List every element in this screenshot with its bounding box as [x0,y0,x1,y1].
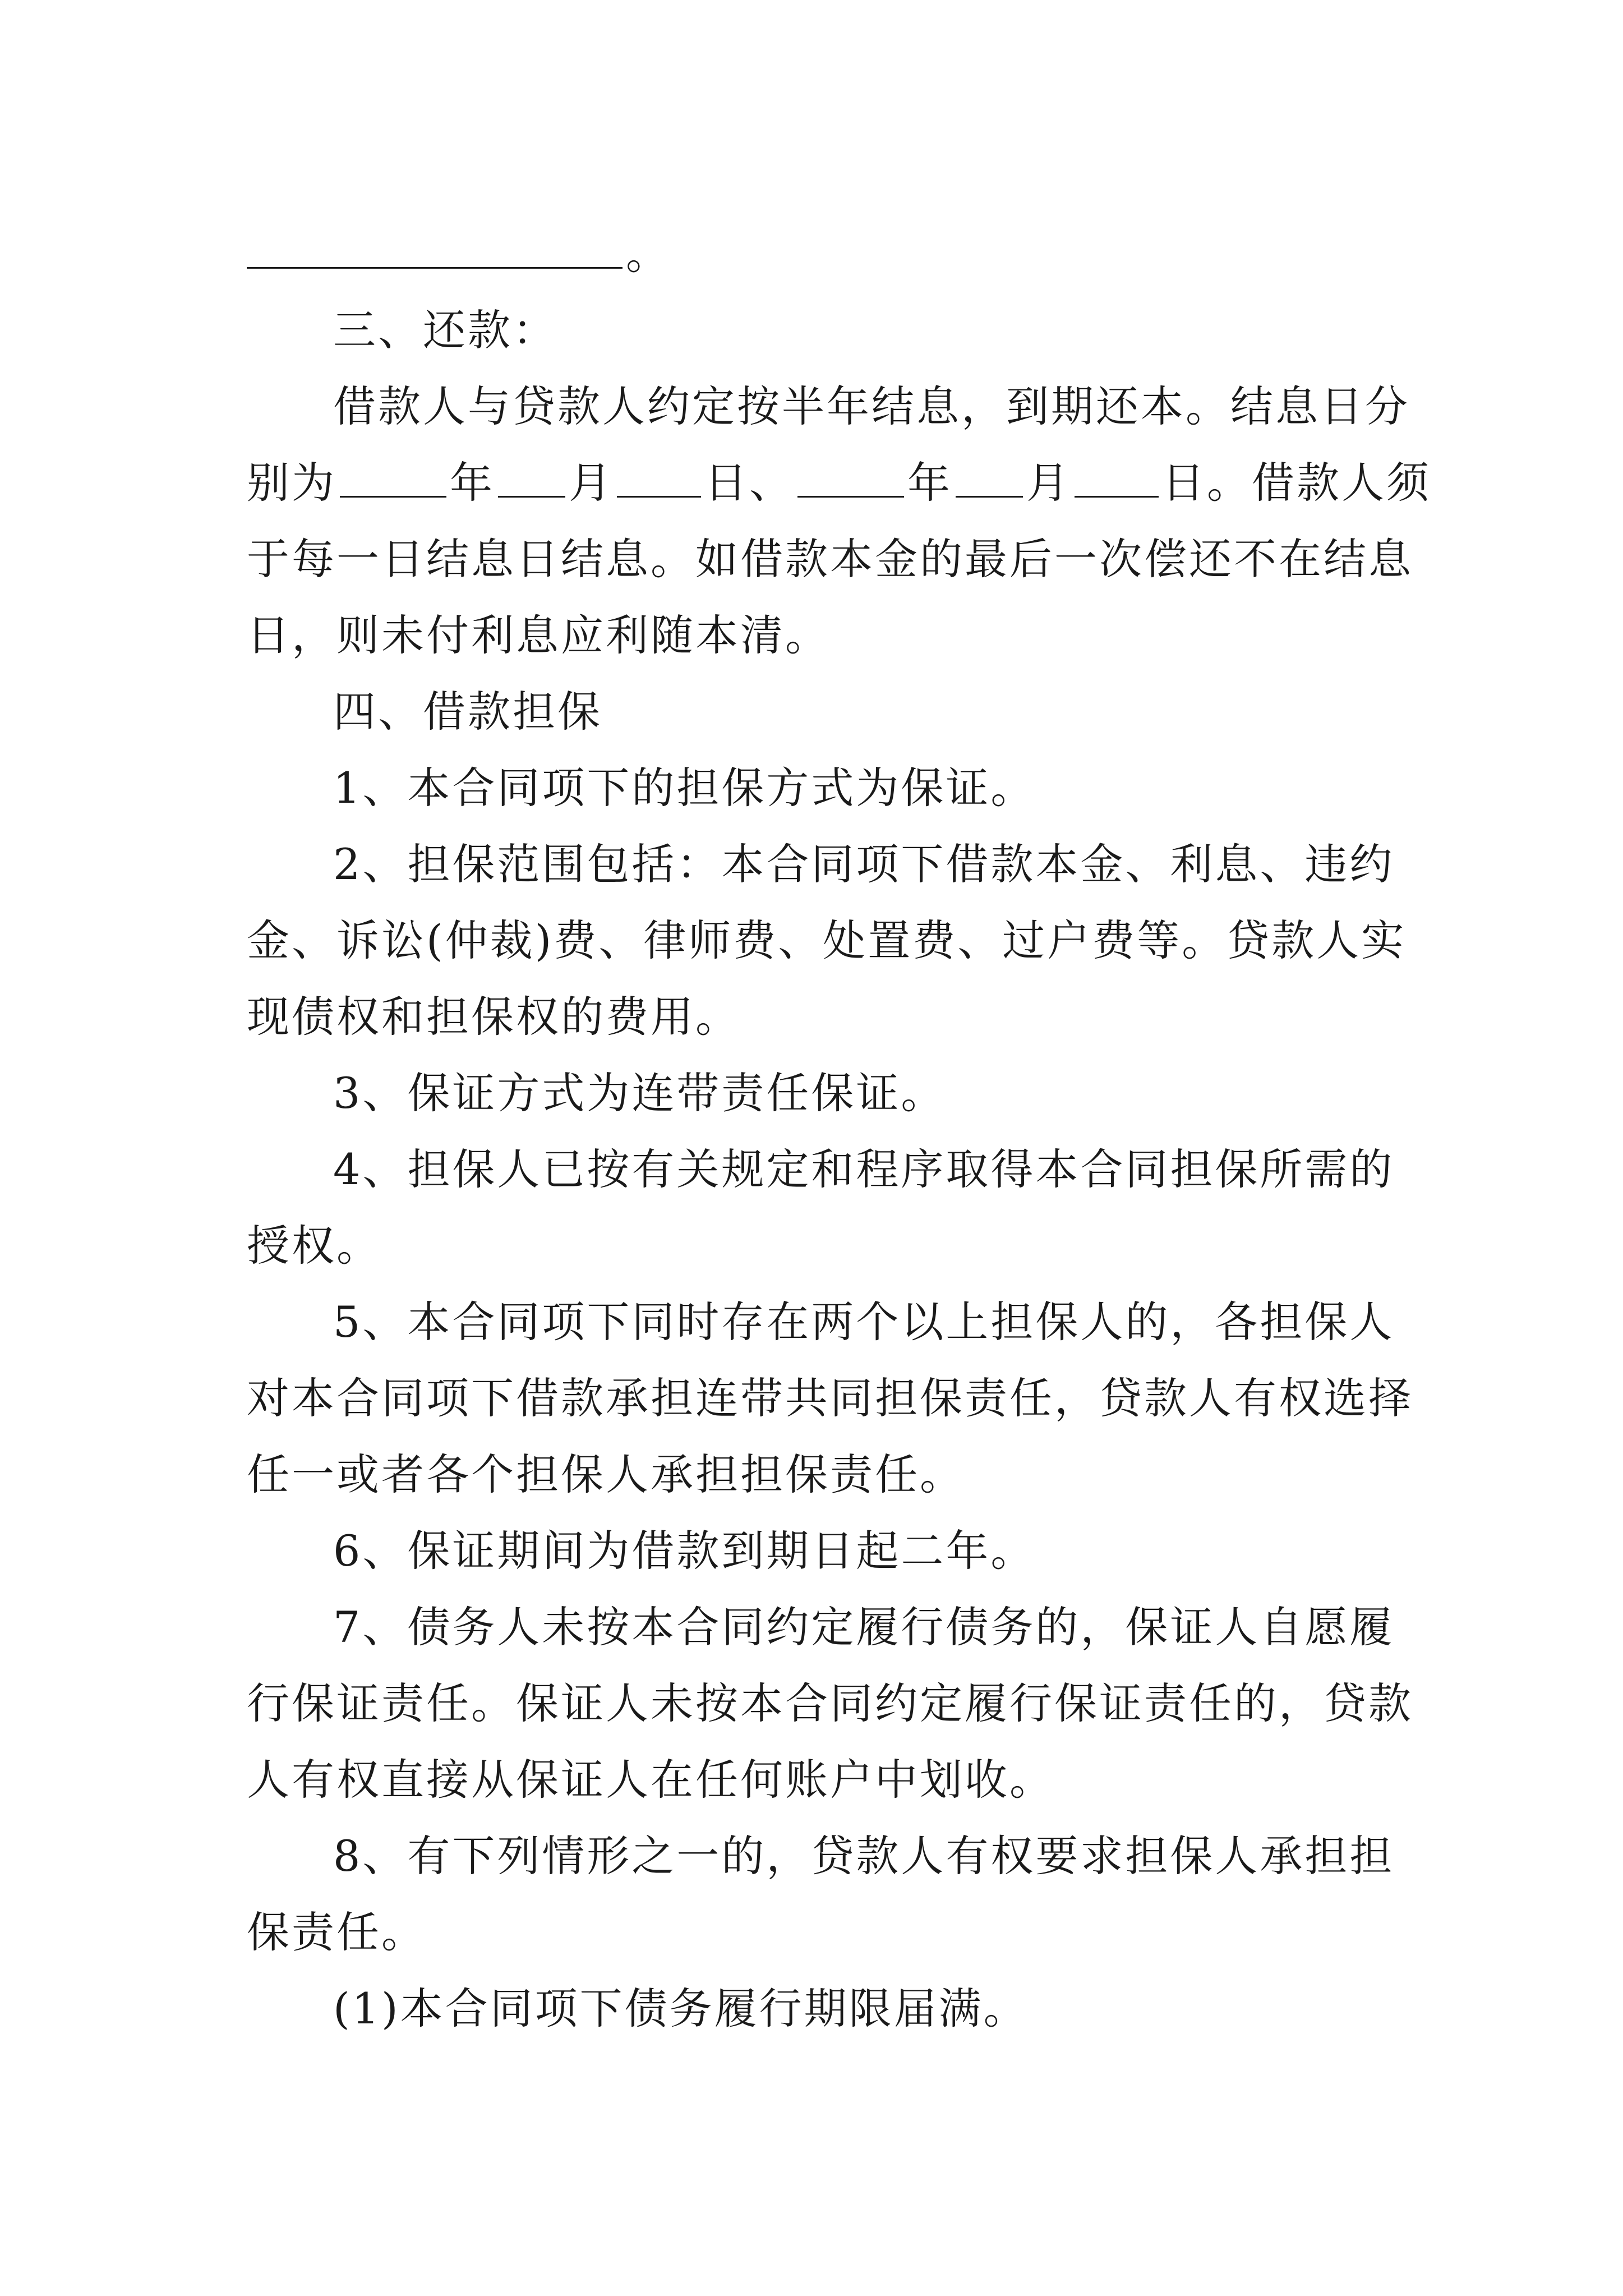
clause-2-continued: 金、诉讼(仲裁)费、律师费、处置费、过户费等。贷款人实 [247,915,1407,965]
paragraph-line: 于每一日结息日结息。如借款本金的最后一次偿还不在结息 [247,534,1413,584]
year-blank-1[interactable] [340,457,446,498]
clause-2-continued: 现债权和担保权的费用。 [247,992,740,1042]
clause-4: 4、担保人已按有关规定和程序取得本合同担保所需的 [333,1144,1395,1194]
month-label: 月 [569,458,614,508]
paragraph-line-dates [247,445,1431,521]
year-blank-2[interactable] [797,457,904,498]
month-blank-2[interactable] [956,457,1023,498]
period-mark: 。 [626,229,671,279]
month-label: 月 [1026,458,1071,508]
section-heading-guarantee: 四、借款担保 [333,687,602,737]
leading-blank-line [247,216,1380,292]
clause-4-continued: 授权。 [247,1221,381,1271]
clause-3: 3、保证方式为连带责任保证。 [333,1068,946,1118]
day-blank-1[interactable] [617,457,701,498]
year-label: 年 [907,458,952,508]
paragraph-line: 日，则未付利息应利随本清。 [247,610,830,660]
clause-6: 6、保证期间为借款到期日起二年。 [333,1526,1036,1576]
clause-8: 8、有下列情形之一的，贷款人有权要求担保人承担担 [333,1831,1395,1881]
paragraph-line: 借款人与贷款人约定按半年结息，到期还本。结息日分 [333,381,1410,431]
clause-5-continued: 任一或者各个担保人承担担保责任。 [247,1450,965,1499]
clause-5: 5、本合同项下同时存在两个以上担保人的，各担保人 [333,1297,1395,1347]
day-separator: 日、 [704,458,794,508]
section-heading-repayment: 三、还款： [333,305,557,355]
clause-7: 7、债务人未按本合同约定履行债务的，保证人自愿履 [333,1602,1395,1652]
text-segment: 日。借款人须 [1162,458,1431,508]
month-blank-1[interactable] [498,457,565,498]
document-body [247,216,1431,2047]
day-blank-2[interactable] [1075,457,1159,498]
fill-in-blank[interactable] [247,228,623,269]
clause-7-continued: 人有权直接从保证人在任何账户中划收。 [247,1755,1054,1805]
text-segment: 别为 [247,458,336,508]
clause-8-continued: 保责任。 [247,1907,426,1957]
clause-5-continued: 对本合同项下借款承担连带共同担保责任，贷款人有权选择 [247,1373,1413,1423]
clause-2: 2、担保范围包括：本合同项下借款本金、利息、违约 [333,839,1395,889]
clause-1: 1、本合同项下的担保方式为保证。 [333,763,1036,813]
sub-clause-1: (1)本合同项下债务履行期限届满。 [333,1984,1029,2033]
clause-7-continued: 行保证责任。保证人未按本合同约定履行保证责任的，贷款 [247,1678,1413,1728]
year-label: 年 [450,458,495,508]
